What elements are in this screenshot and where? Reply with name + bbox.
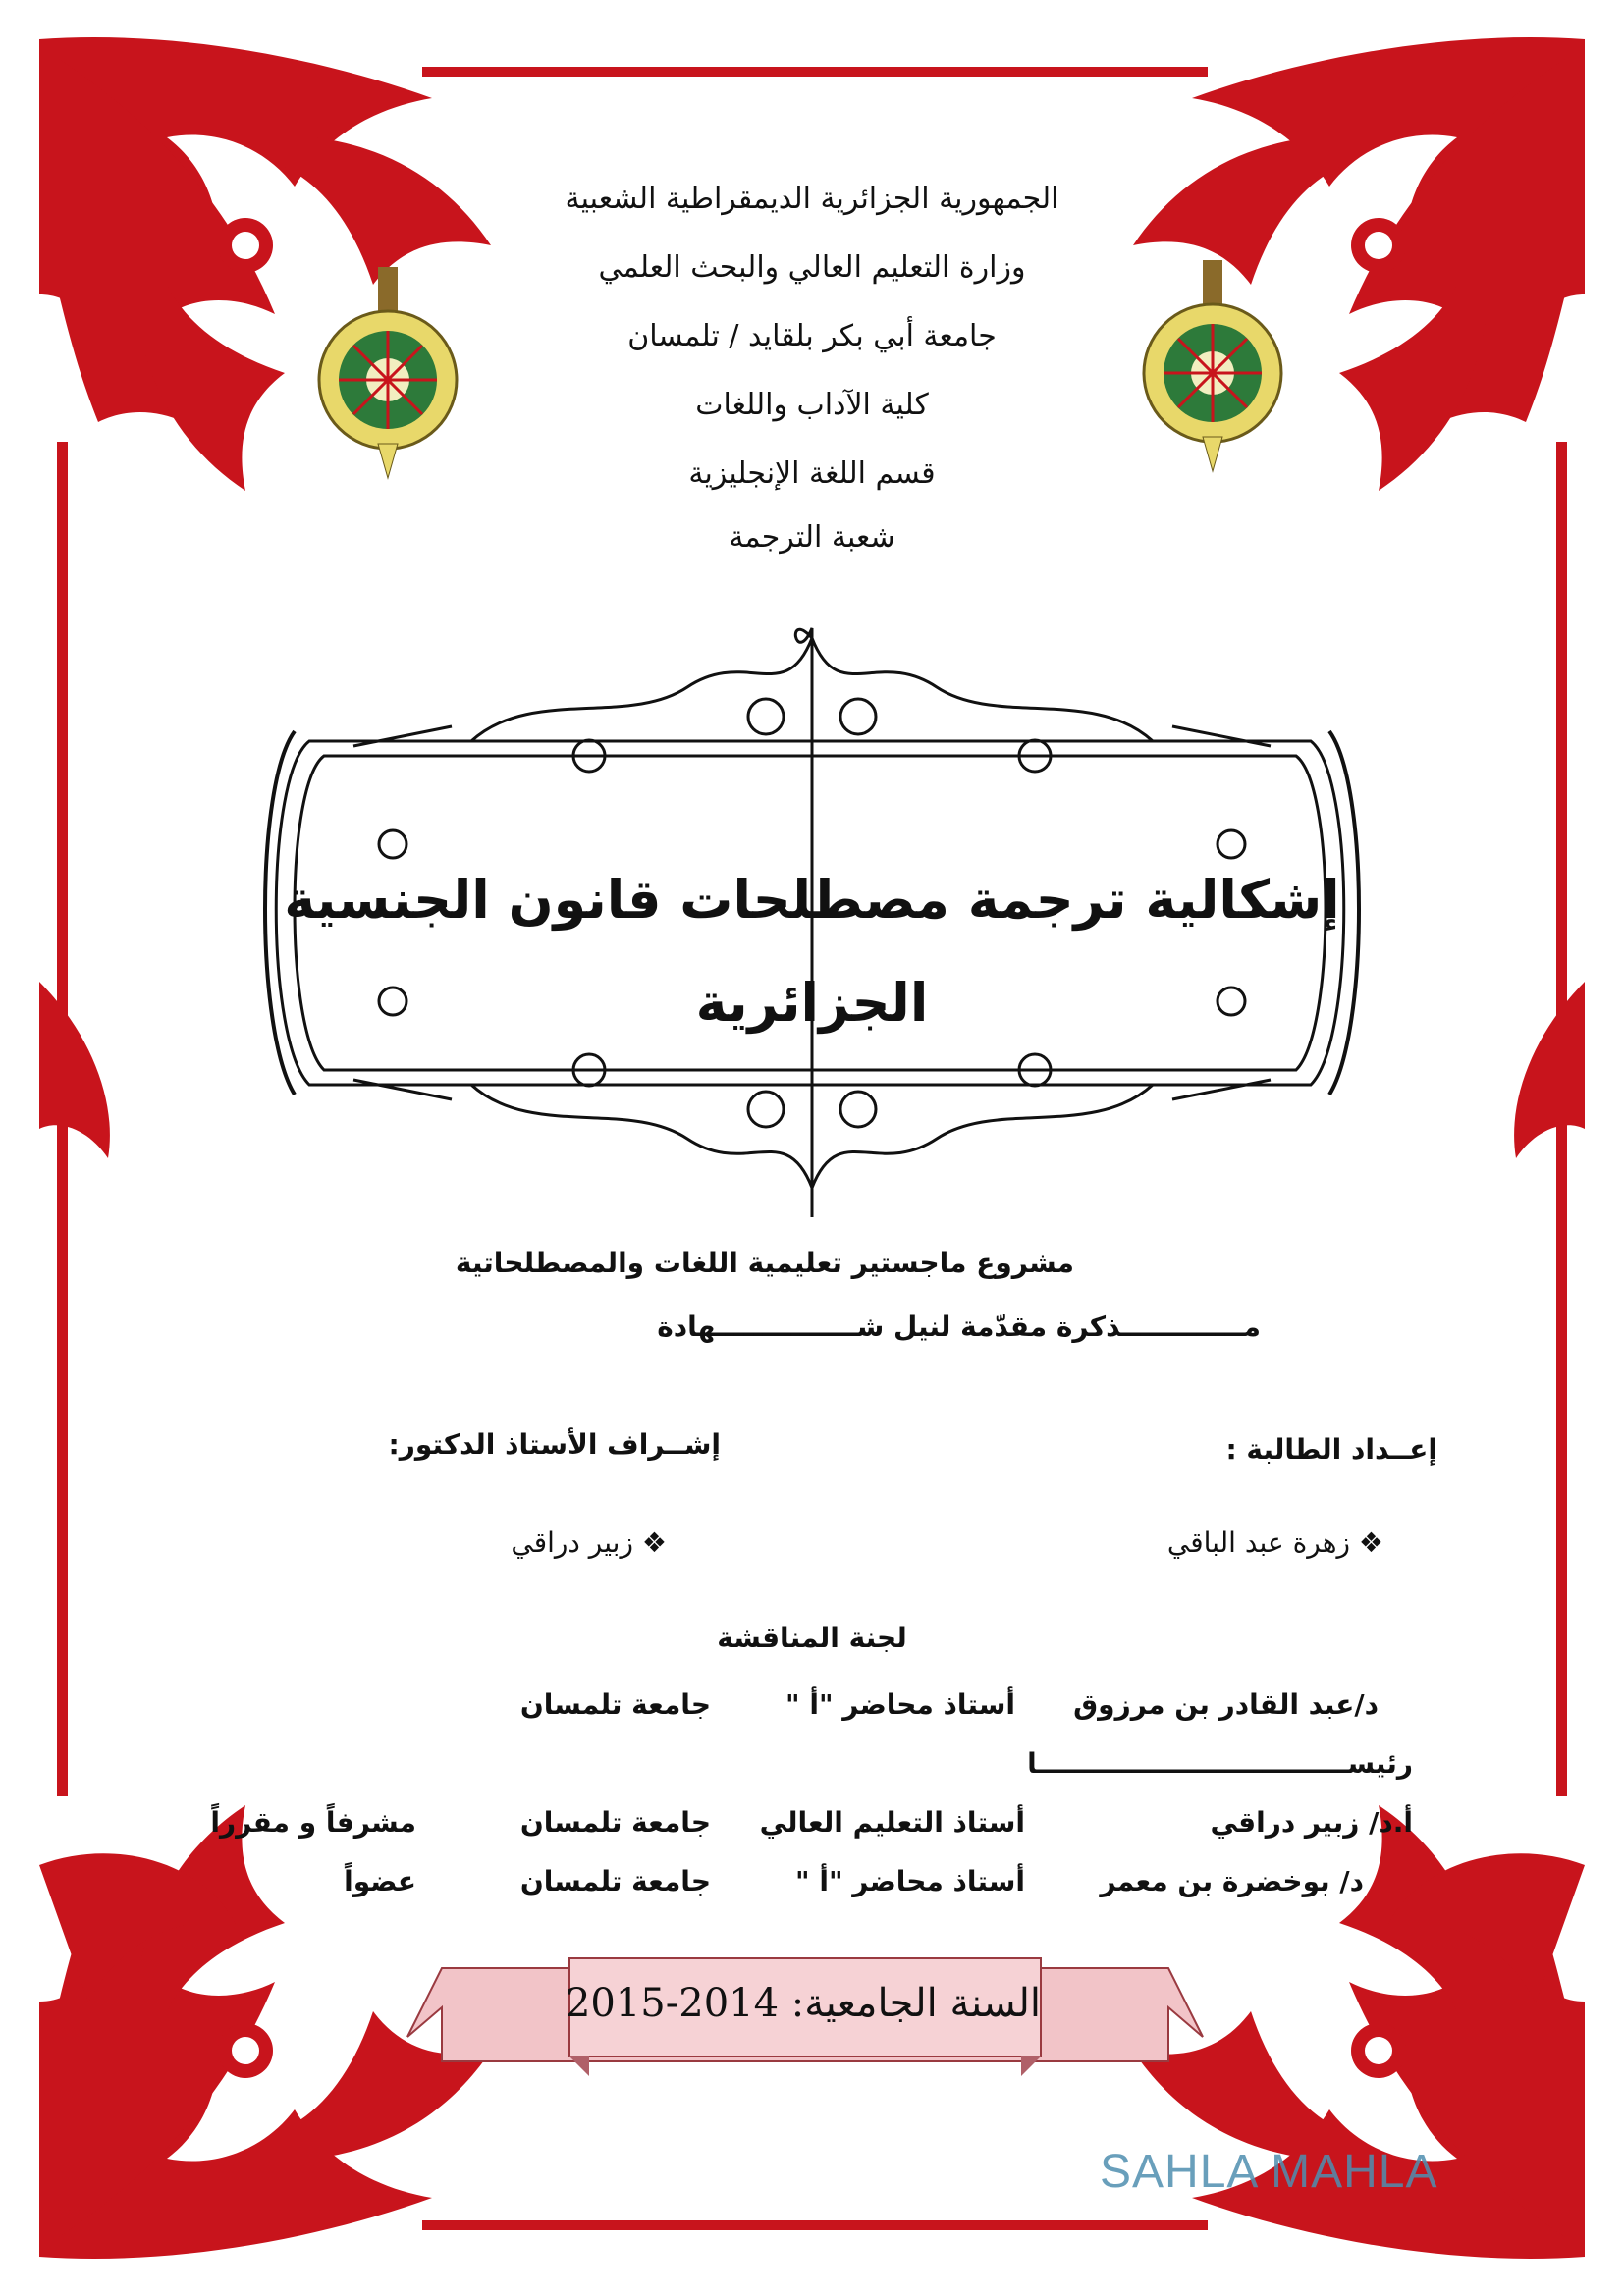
supervisor-name-text: زبير دراقي	[511, 1526, 633, 1559]
watermark-logo: SAHLA MAHLA	[1100, 2146, 1438, 2198]
university-emblem-icon-left	[299, 267, 476, 483]
member-3-rank: أستاذ محاضر "أ "	[795, 1865, 1025, 1897]
member-1-institution: جامعة تلمسان	[519, 1688, 711, 1721]
thesis-title-line1: إشكالية ترجمة مصطلحات قانون الجنسية	[284, 869, 1340, 931]
member-3-institution: جامعة تلمسان	[519, 1865, 711, 1897]
member-3-role: عضواً	[344, 1865, 416, 1897]
republic-name: الجمهورية الجزائرية الديمقراطية الشعبية	[565, 182, 1059, 216]
degree-line: مـــــــــــــذكرة مقدّمة لنيل شـــــــــــــــهادة	[657, 1310, 1261, 1343]
supervised-by-label: إشــراف الأستاذ الدكتور:	[388, 1428, 721, 1461]
member-1-rank: أستاذ محاضر "أ "	[785, 1688, 1015, 1721]
prepared-by-label: إعــداد الطالبة :	[1225, 1433, 1437, 1466]
member-1-role: رئيســـــــــــــــــــــــــــــــــا	[1027, 1747, 1413, 1780]
member-2-institution: جامعة تلمسان	[519, 1806, 711, 1839]
university-name: جامعة أبي بكر بلقايد / تلمسان	[627, 319, 997, 353]
diamond-bullet-icon: ❖	[632, 1526, 667, 1559]
student-name	[1167, 1526, 1383, 1559]
diamond-bullet-icon: ❖	[1349, 1526, 1383, 1559]
member-2-rank: أستاذ التعليم العالي	[759, 1806, 1025, 1839]
committee-title: لجنة المناقشة	[717, 1622, 907, 1654]
project-line: مشروع ماجستير تعليمية اللغات والمصطلحاتية	[455, 1247, 1074, 1279]
student-name-text: زهرة عبد الباقي	[1166, 1526, 1350, 1559]
university-emblem-icon-right	[1124, 260, 1301, 476]
ministry-name: وزارة التعليم العالي والبحث العلمي	[598, 250, 1026, 285]
member-3-name: د/ بوخضرة بن معمر	[1100, 1865, 1364, 1897]
academic-year: السنة الجامعية: 2014-2015	[565, 1981, 1041, 2026]
faculty-name: كلية الآداب واللغات	[695, 388, 929, 422]
member-1-name: د/عبد القادر بن مرزوق	[1073, 1688, 1379, 1721]
department-name: قسم اللغة الإنجليزية	[688, 456, 936, 491]
branch-name: شعبة الترجمة	[729, 520, 895, 555]
member-2-name: أ.د/ زبير دراقي	[1210, 1806, 1413, 1839]
supervisor-name	[511, 1526, 667, 1559]
thesis-title-line2: الجزائرية	[695, 972, 929, 1034]
member-2-role: مشرفاً و مقرراً	[210, 1806, 416, 1839]
